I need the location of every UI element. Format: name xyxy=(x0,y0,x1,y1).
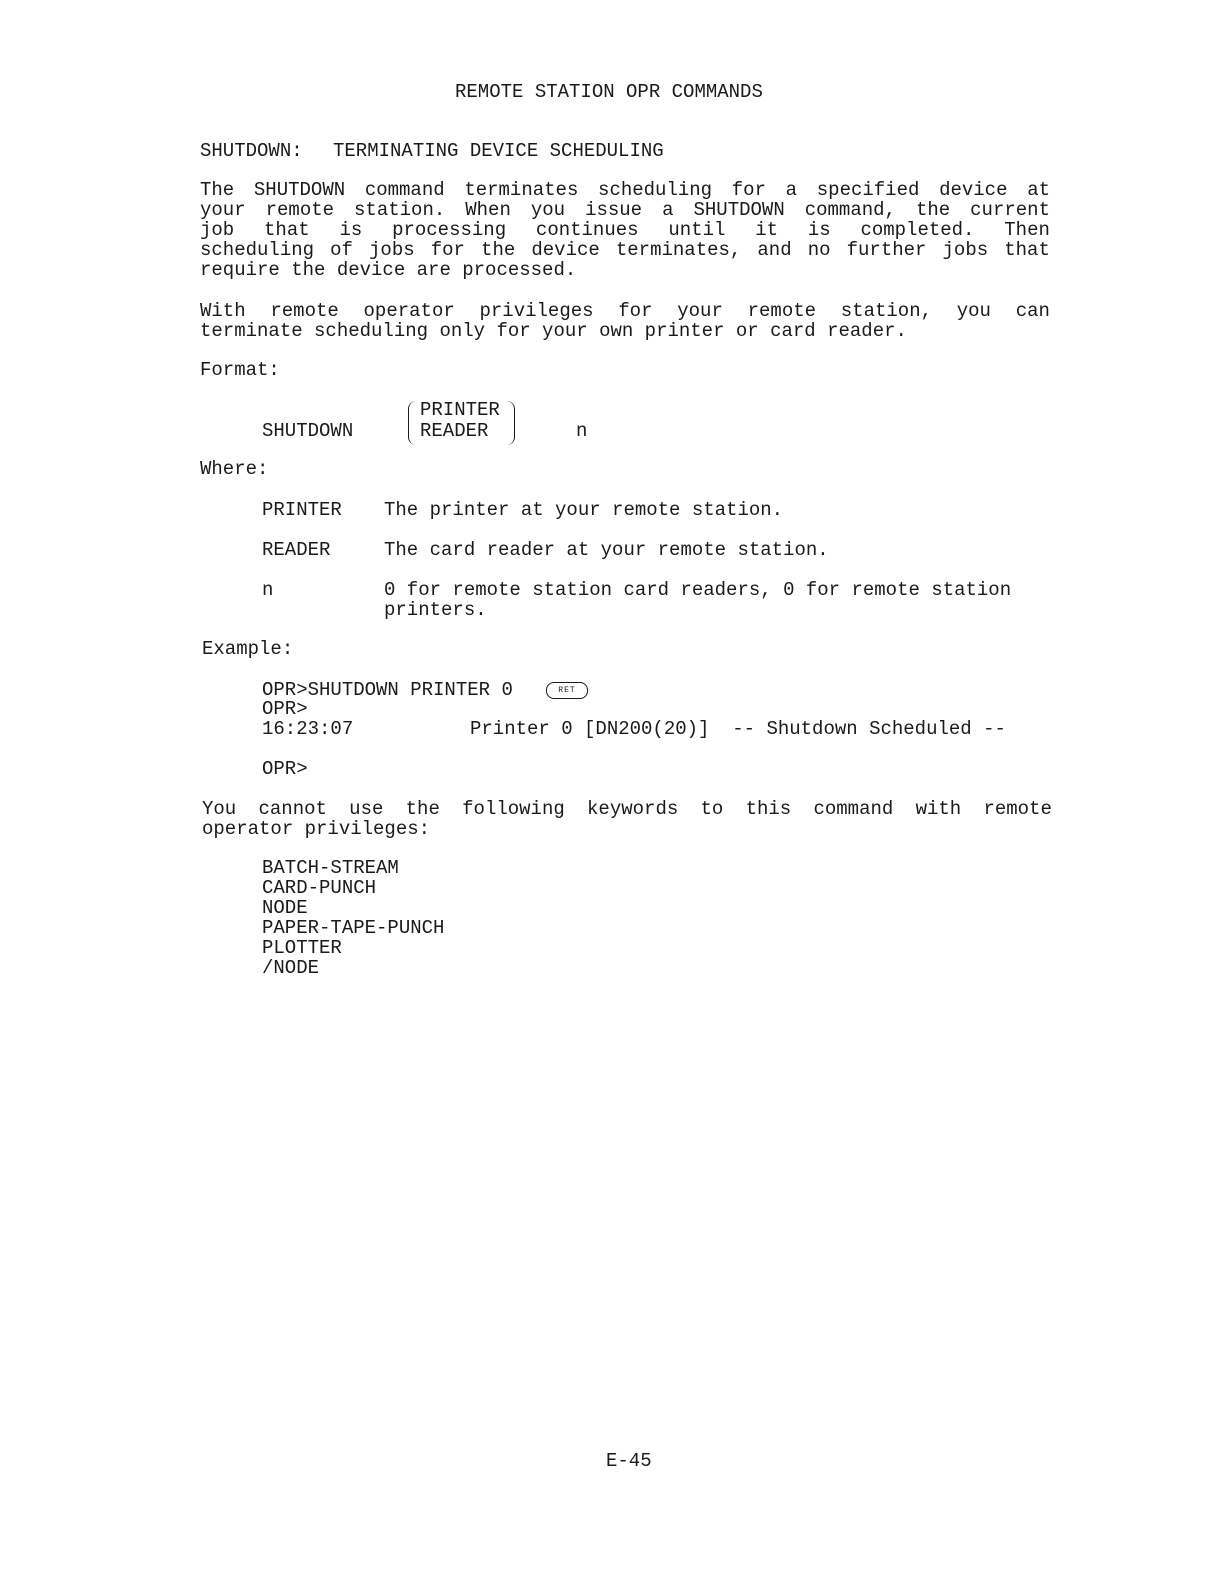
word: and xyxy=(757,239,792,261)
format-label: Format: xyxy=(200,359,280,381)
word: keywords xyxy=(587,798,679,820)
paragraph2-line xyxy=(200,301,1050,321)
keyword-item: PLOTTER xyxy=(262,937,342,959)
example-prompt: OPR> xyxy=(262,698,308,720)
word: a xyxy=(785,179,798,201)
word: for xyxy=(618,300,653,322)
word: continues xyxy=(535,219,639,241)
word: jobs xyxy=(942,239,989,261)
where-desc-n: 0 for remote station card readers, 0 for remote station xyxy=(384,579,1012,601)
where-desc-n-continued: printers. xyxy=(384,599,487,621)
word: SHUTDOWN xyxy=(693,199,785,221)
where-label: Where: xyxy=(200,458,269,480)
where-term-n: n xyxy=(262,579,274,601)
example-message: Printer 0 [DN200(20)] -- Shutdown Scheduled -- xyxy=(470,718,1006,740)
format-command: SHUTDOWN xyxy=(262,420,354,442)
word: remote xyxy=(747,300,817,322)
where-term-reader: READER xyxy=(262,539,331,561)
word: specified xyxy=(816,179,920,201)
word: no xyxy=(807,239,831,261)
keyword-item: CARD-PUNCH xyxy=(262,877,377,899)
word: remote xyxy=(265,199,335,221)
word: privileges xyxy=(479,300,594,322)
paragraph1-line xyxy=(200,220,1050,240)
paragraph3-line xyxy=(202,799,1052,819)
where-desc-reader: The card reader at your remote station. xyxy=(384,539,829,561)
keyword-item: BATCH-STREAM xyxy=(262,857,399,879)
word: you xyxy=(956,300,991,322)
word: to xyxy=(700,798,724,820)
where-desc-printer: The printer at your remote station. xyxy=(384,499,784,521)
word: the xyxy=(481,239,516,261)
word: with xyxy=(915,798,962,820)
word: jobs xyxy=(369,239,415,261)
word: With xyxy=(200,300,246,322)
word: a xyxy=(662,199,674,221)
word: command xyxy=(813,798,894,820)
return-key-icon: RET xyxy=(546,682,588,699)
word: further xyxy=(846,239,927,261)
word: scheduling xyxy=(200,239,315,261)
section-heading-command: SHUTDOWN: xyxy=(200,140,303,162)
keyword-item: NODE xyxy=(262,897,308,919)
word: device xyxy=(531,239,600,261)
word: cannot xyxy=(258,798,327,820)
word: When xyxy=(465,199,511,221)
word: at xyxy=(1027,179,1050,201)
word: your xyxy=(677,300,723,322)
example-prompt: OPR> xyxy=(262,758,308,780)
example-command-line: OPR>SHUTDOWN PRINTER 0 xyxy=(262,679,513,701)
word: of xyxy=(330,239,353,261)
word: SHUTDOWN xyxy=(253,179,346,201)
word: terminates, xyxy=(615,239,742,261)
format-option-reader: READER xyxy=(420,420,489,442)
word: completed. xyxy=(860,219,975,241)
word: is xyxy=(339,219,363,241)
word: command xyxy=(364,179,445,201)
word: for xyxy=(430,239,465,261)
page-number: E-45 xyxy=(606,1450,652,1472)
word: that xyxy=(1004,239,1050,261)
word: operator xyxy=(363,300,455,322)
page-title: REMOTE STATION OPR COMMANDS xyxy=(455,81,763,103)
paragraph1-last-line: require the device are processed. xyxy=(200,259,577,281)
paragraph3-last-line: operator privileges: xyxy=(202,818,431,840)
right-brace xyxy=(506,401,515,445)
format-option-printer: PRINTER xyxy=(420,399,500,421)
word: command, xyxy=(804,199,896,221)
word: Then xyxy=(1004,219,1050,241)
word: this xyxy=(745,798,792,820)
word: for xyxy=(731,179,766,201)
word: issue xyxy=(585,199,643,221)
word: your xyxy=(200,199,246,221)
format-argument: n xyxy=(576,420,588,442)
paragraph1-line xyxy=(200,200,1050,220)
word: you xyxy=(530,199,566,221)
paragraph2-last-line: terminate scheduling only for your own printer or card reader. xyxy=(200,320,907,342)
word: it xyxy=(755,219,778,241)
word: station, xyxy=(840,300,932,322)
paragraph1-line xyxy=(200,240,1050,260)
word: is xyxy=(807,219,831,241)
word: job xyxy=(200,219,235,241)
word: current xyxy=(970,199,1050,221)
word: station. xyxy=(354,199,446,221)
paragraph1-line xyxy=(200,180,1050,200)
left-brace xyxy=(408,401,417,445)
word: terminates xyxy=(464,179,579,201)
word: use xyxy=(349,798,384,820)
example-time: 16:23:07 xyxy=(262,718,354,740)
example-label: Example: xyxy=(202,638,294,660)
word: processing xyxy=(392,219,507,241)
keyword-item: /NODE xyxy=(262,957,320,979)
section-heading-title: TERMINATING DEVICE SCHEDULING xyxy=(333,140,664,162)
word: until xyxy=(668,219,726,241)
word: remote xyxy=(270,300,339,322)
where-term-printer: PRINTER xyxy=(262,499,342,521)
word: the xyxy=(405,798,440,820)
word: The xyxy=(200,179,235,201)
word: remote xyxy=(983,798,1052,820)
keyword-item: PAPER-TAPE-PUNCH xyxy=(262,917,445,939)
word: You xyxy=(202,798,237,820)
word: scheduling xyxy=(598,179,713,201)
word: device xyxy=(939,179,1008,201)
word: can xyxy=(1015,300,1050,322)
word: that xyxy=(264,219,310,241)
word: following xyxy=(462,798,565,820)
word: the xyxy=(915,199,951,221)
